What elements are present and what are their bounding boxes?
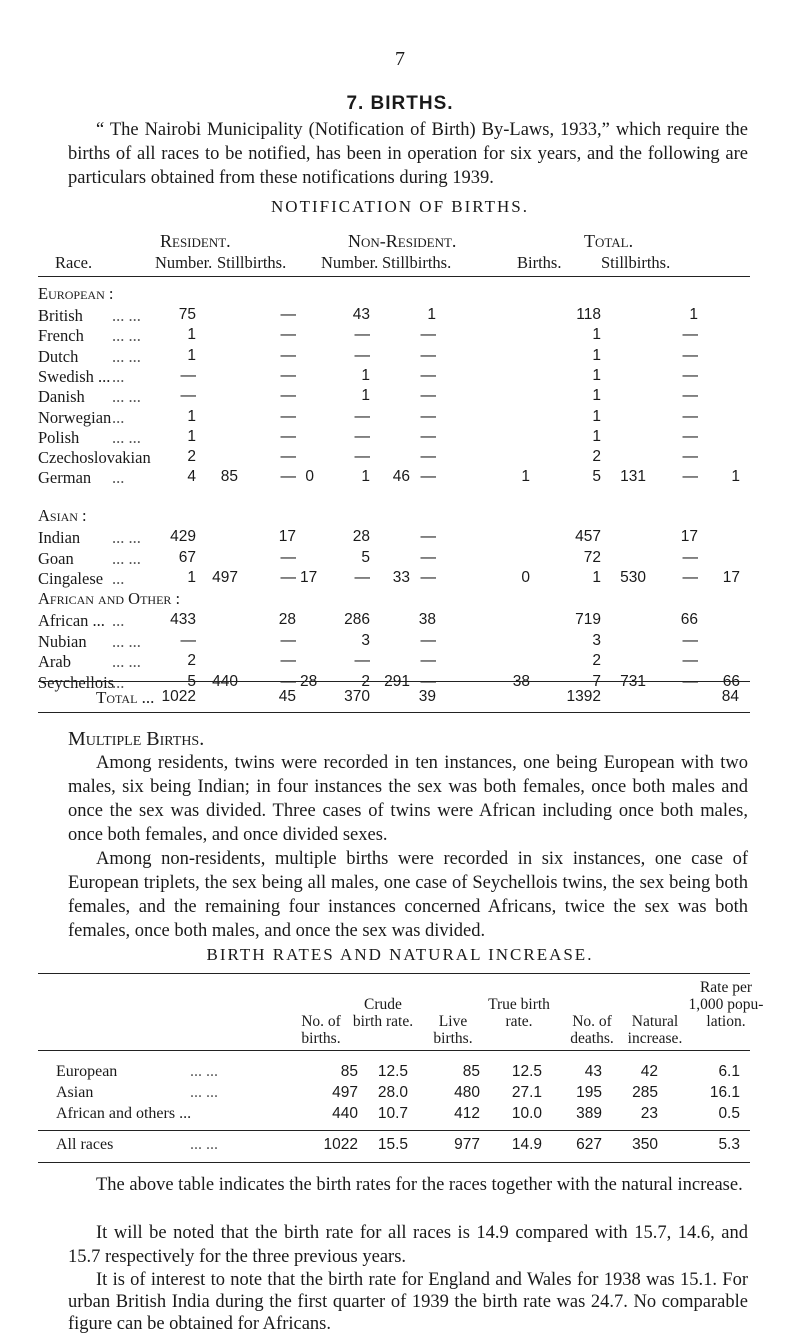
cell-nr-sub: 46 [392,468,410,486]
table2-row [0,1084,800,1106]
cell-nr-num: — [354,407,370,425]
cell-res-num: 1 [187,569,196,586]
race-label: Dutch [38,346,79,366]
cell-res-still: — [280,448,296,466]
cell-tot-births: 1 [592,427,601,445]
table2-cell: 15.5 [377,1136,408,1153]
total-tot-births: 1392 [566,688,601,705]
table2-cell: 16.1 [709,1084,740,1101]
table2-cell: 28.0 [377,1084,408,1101]
race-label: Asian [56,1084,94,1101]
cell-res-still: — [280,346,296,364]
multiple-births-para1: Among residents, twins were recorded in ten instances, one being European with two males, six being Indian; in four instances the sex was both females, once both males and once the sex was divided. Three cases of twins were African including once both males, once both females, and once divided sexes. [68,753,748,845]
table2-cell: 1022 [323,1136,358,1153]
race-label: Indian [38,528,81,547]
cell-tot-births: 72 [583,548,601,566]
total-header: Total. [584,231,634,251]
table-row [0,367,800,387]
cell-tot-births: 3 [592,631,601,649]
cell-tot-births: 1 [592,387,601,405]
cell-nr-still: 38 [418,611,436,628]
table2-cell: 10.7 [377,1105,408,1122]
closing-paragraph-2: It will be noted that the birth rate for all races is 14.9 compared with 15.7, 14.6, and 15.7 respectively for the three previous years. [68,1223,748,1267]
table2-top-rule [38,973,750,974]
table2-cell: 977 [454,1136,480,1153]
cell-res-num: 1 [187,427,196,445]
table2-row [0,1063,800,1085]
cell-res-num: 4 [187,468,196,486]
cell-tot-still: — [682,548,698,566]
cell-res-still: — [280,407,296,425]
leader-dots: ... [112,569,125,588]
cell-nr-still: — [420,407,436,425]
leader-dots: ... ... [112,387,141,407]
table1-total-rule [38,681,750,682]
table-row [0,569,800,589]
table-row [0,387,800,407]
table-row [0,428,800,448]
cell-tot-births: 7 [592,672,601,690]
cell-nr-num: — [354,569,370,586]
table-row [0,632,800,652]
table2-cell: 480 [454,1084,480,1101]
table2-cell: 412 [454,1105,480,1122]
cell-tot-still: — [682,448,698,466]
leader-dots: ... ... [112,326,141,346]
table1-header-rule [38,276,750,277]
total-tot-still: 84 [721,688,739,705]
cell-res-num: 1 [187,326,196,344]
table2-cell: 43 [584,1063,602,1080]
cell-res-still-sub: 28 [300,672,318,690]
cell-nr-num: — [354,427,370,445]
cell-res-num: 75 [178,306,196,323]
table2-cell: 285 [632,1084,658,1101]
cell-res-num: — [180,631,196,649]
race-label: African and others ... [56,1105,192,1122]
table2-total-rule [38,1130,750,1131]
cell-tot-still-sub: 66 [722,672,740,690]
closing-paragraph-3: It is of interest to note that the birth rate for England and Wales for 1938 was 15.1. For urban British India during the first quarter of 1939 the birth rate was 24.7. No comparable figure can be obtained for Africans. [68,1270,748,1334]
cell-tot-still: — [682,387,698,405]
cell-res-still: — [280,672,296,690]
table2-cell: 5.3 [718,1136,740,1153]
cell-res-num: — [180,387,196,405]
cell-nr-num: 43 [352,306,370,323]
cell-res-still: — [280,427,296,445]
cell-nr-still: 1 [427,306,436,323]
cell-nr-still: — [420,326,436,344]
cell-nr-still: — [420,528,436,545]
cell-nr-num: 1 [361,387,370,405]
table2-cell: 12.5 [511,1063,542,1080]
cell-tot-still-sub: 1 [731,468,740,486]
race-col-header: Race. [55,253,93,272]
cell-tot-sub: 731 [620,672,646,690]
race-label: African ... [38,611,105,630]
cell-nr-sub: 33 [392,569,410,586]
cell-res-still: — [280,652,296,669]
total-nr-still: 39 [418,688,436,705]
cell-res-still: — [280,366,296,384]
table2-cell: 14.9 [511,1136,542,1153]
cell-nr-still-sub: 0 [521,569,530,586]
cell-nr-num: 28 [352,528,370,545]
table2-title: BIRTH RATES AND NATURAL INCREASE. [206,945,594,964]
table2-cell: 350 [632,1136,658,1153]
total-nr-num: 370 [344,688,370,705]
leader-dots: ... [112,672,125,692]
race-label: Cingalese [38,569,104,588]
race-label: European [56,1063,118,1080]
nr-stillbirths-header: Stillbirths. [382,253,452,272]
leader-dots: ... ... [190,1084,218,1101]
table-row [0,652,800,672]
cell-tot-still: — [682,407,698,425]
table2-col-header: No. of deaths. [570,1013,614,1047]
table-row [0,306,800,326]
table2-cell: 23 [640,1105,658,1122]
table2-cell: 0.5 [718,1105,740,1122]
race-label: Arab [38,652,71,671]
cell-nr-num: — [354,326,370,344]
table1-bottom-rule [38,712,750,713]
cell-tot-still: — [682,468,698,486]
cell-nr-still: — [420,387,436,405]
cell-tot-still: — [682,346,698,364]
cell-nr-num: 5 [361,548,370,566]
cell-tot-births: 457 [575,528,601,545]
cell-nr-sub: 291 [384,672,410,690]
leader-dots: ... [112,611,125,630]
cell-nr-num: 3 [361,631,370,649]
total-label: Total ... [96,688,155,707]
group-european: European : [38,284,114,303]
cell-nr-still: — [420,448,436,466]
cell-nr-still: — [420,631,436,649]
cell-nr-num: — [354,652,370,669]
race-label: Goan [38,548,74,568]
table2-cell: 12.5 [377,1063,408,1080]
race-label: Polish [38,427,80,447]
multiple-births-para2: Among non-residents, multiple births were recorded in six instances, one case of European triplets, the sex being all males, one case of Seychellois twins, the sex being both females, and the remaining four instances concerned Africans, twice the sex was both females, once both males, and once the sex was divided. [68,849,748,941]
total-res-num: 1022 [161,688,196,705]
page-number: 7 [395,48,405,70]
cell-res-still: — [280,569,296,586]
cell-res-sub: 85 [220,468,238,486]
leader-dots: ... ... [190,1063,218,1080]
closing-paragraph-1: The above table indicates the birth rates for the races together with the natural increase. [96,1175,743,1195]
race-label: Norwegian [38,407,112,427]
cell-res-still: — [280,631,296,649]
cell-tot-still: 17 [680,528,698,545]
cell-res-still: 28 [278,611,296,628]
leader-dots: ... ... [190,1136,218,1153]
table2-row [0,1136,800,1158]
non-resident-header: Non-Resident. [348,231,457,251]
table1-total-row [0,688,800,708]
race-label: British [38,306,83,325]
table1-title: NOTIFICATION OF BIRTHS. [271,197,529,216]
cell-nr-still: — [420,346,436,364]
leader-dots: ... [112,407,125,427]
leader-dots: ... ... [112,306,141,325]
cell-tot-births: 1 [592,346,601,364]
leader-dots: ... [112,468,125,488]
cell-res-num: 429 [170,528,196,545]
cell-tot-births: 1 [592,569,601,586]
cell-tot-births: 1 [592,407,601,425]
cell-tot-sub: 131 [620,468,646,486]
table-row [0,549,800,569]
res-stillbirths-header: Stillbirths. [217,253,287,272]
table-row [0,611,800,631]
cell-res-num: 2 [187,448,196,466]
table2-cell: 85 [340,1063,358,1080]
leader-dots: ... ... [112,346,141,366]
cell-res-num: — [180,366,196,384]
table-row [0,528,800,548]
cell-tot-births: 118 [576,306,601,323]
cell-res-still: — [280,326,296,344]
race-label: All races [56,1136,114,1153]
cell-res-num: 1 [187,407,196,425]
cell-tot-still: — [682,326,698,344]
cell-nr-num: 1 [361,468,370,486]
cell-tot-sub: 530 [620,569,646,586]
table2-cell: 627 [576,1136,602,1153]
tot-stillbirths-header: Stillbirths. [601,253,671,272]
group-african: African and Other : [38,589,181,608]
tot-births-header: Births. [517,253,562,272]
table2-cell: 42 [640,1063,658,1080]
cell-tot-still-sub: 17 [722,569,740,586]
table-row [0,468,800,488]
race-label: Seychellois [38,672,115,692]
total-res-still: 45 [278,688,296,705]
cell-res-sub: 497 [212,569,238,586]
cell-tot-still: — [682,427,698,445]
cell-res-num: 5 [187,672,196,690]
cell-res-sub: 440 [212,672,238,690]
table2-col-header: Live births. [433,1013,473,1047]
leader-dots: ... ... [112,631,141,651]
race-label: German [38,468,92,488]
resident-header: Resident. [160,231,231,251]
cell-res-num: 433 [170,611,196,628]
table-row [0,408,800,428]
cell-nr-num: — [354,346,370,364]
cell-nr-still: — [420,652,436,669]
table2-col-header: Crude birth rate. [352,996,414,1030]
table2-cell: 195 [576,1084,602,1101]
table2-cell: 85 [462,1063,480,1080]
table2-col-header: No. of births. [301,1013,341,1047]
cell-tot-births: 2 [592,448,601,466]
cell-tot-births: 1 [592,326,601,344]
cell-nr-num: 2 [361,672,370,690]
cell-res-num: 1 [187,346,196,364]
cell-tot-births: 1 [592,366,601,384]
table-row [0,347,800,367]
cell-nr-still: — [420,672,436,690]
cell-res-still: — [280,468,296,486]
section-heading: 7. BIRTHS. [346,93,454,114]
leader-dots: ... ... [112,528,141,547]
table2-cell: 440 [332,1105,358,1122]
cell-res-still: 17 [278,528,296,545]
table2-row [0,1105,800,1127]
table2-bottom-rule [38,1162,750,1163]
cell-nr-still: — [420,366,436,384]
res-number-header: Number. [155,253,213,272]
cell-nr-num: 286 [344,611,370,628]
race-label: Danish [38,387,85,407]
table2-col-header: True birth rate. [488,996,550,1030]
cell-res-still: — [280,387,296,405]
cell-nr-still: — [420,569,436,586]
leader-dots: ... [112,366,125,386]
cell-res-still: — [280,548,296,566]
cell-nr-still-sub: 38 [512,672,530,690]
cell-nr-still-sub: 1 [521,468,530,486]
table2-col-header: Natural increase. [627,1013,683,1047]
cell-res-still-sub: 0 [305,468,314,486]
table2-col-header: Rate per 1,000 popu- lation. [688,979,764,1030]
nr-number-header: Number. [321,253,379,272]
cell-nr-still: — [420,468,436,486]
cell-tot-births: 719 [575,611,601,628]
race-label: Nubian [38,631,87,651]
cell-res-num: 2 [187,652,196,669]
race-label: Czechoslovakian [38,448,151,468]
intro-paragraph: “ The Nairobi Municipality (Notification of Birth) By-Laws, 1933,” which require the births of all races to be notified, has been in operation for six years, and the following are particulars obtained from these notifications during 1939. [68,120,748,188]
race-label: French [38,326,84,346]
leader-dots: ... ... [112,652,141,671]
group-asian: Asian : [38,506,87,525]
table2-cell: 10.0 [511,1105,542,1122]
cell-nr-still: — [420,548,436,566]
cell-tot-still: 66 [680,611,698,628]
multiple-births-heading: Multiple Births. [68,728,205,750]
leader-dots: ... ... [112,548,141,568]
race-label: Swedish ... [38,366,111,386]
table2-cell: 389 [576,1105,602,1122]
cell-nr-still: — [420,427,436,445]
cell-tot-births: 2 [592,652,601,669]
cell-tot-still: — [682,631,698,649]
cell-tot-still: — [682,672,698,690]
cell-tot-still: — [682,652,698,669]
cell-tot-still: 1 [689,306,698,323]
table2-cell: 27.1 [511,1084,542,1101]
table2-header-rule [38,1050,750,1051]
table-row [0,326,800,346]
table2-cell: 6.1 [718,1063,740,1080]
cell-tot-births: 5 [592,468,601,486]
table-row [0,448,800,468]
leader-dots: ... ... [112,427,141,447]
cell-nr-num: 1 [361,366,370,384]
cell-res-still: — [280,306,296,323]
cell-tot-still: — [682,569,698,586]
table2-cell: 497 [332,1084,358,1101]
cell-res-still-sub: 17 [300,569,318,586]
cell-res-num: 67 [178,548,196,566]
cell-tot-still: — [682,366,698,384]
cell-nr-num: — [354,448,370,466]
